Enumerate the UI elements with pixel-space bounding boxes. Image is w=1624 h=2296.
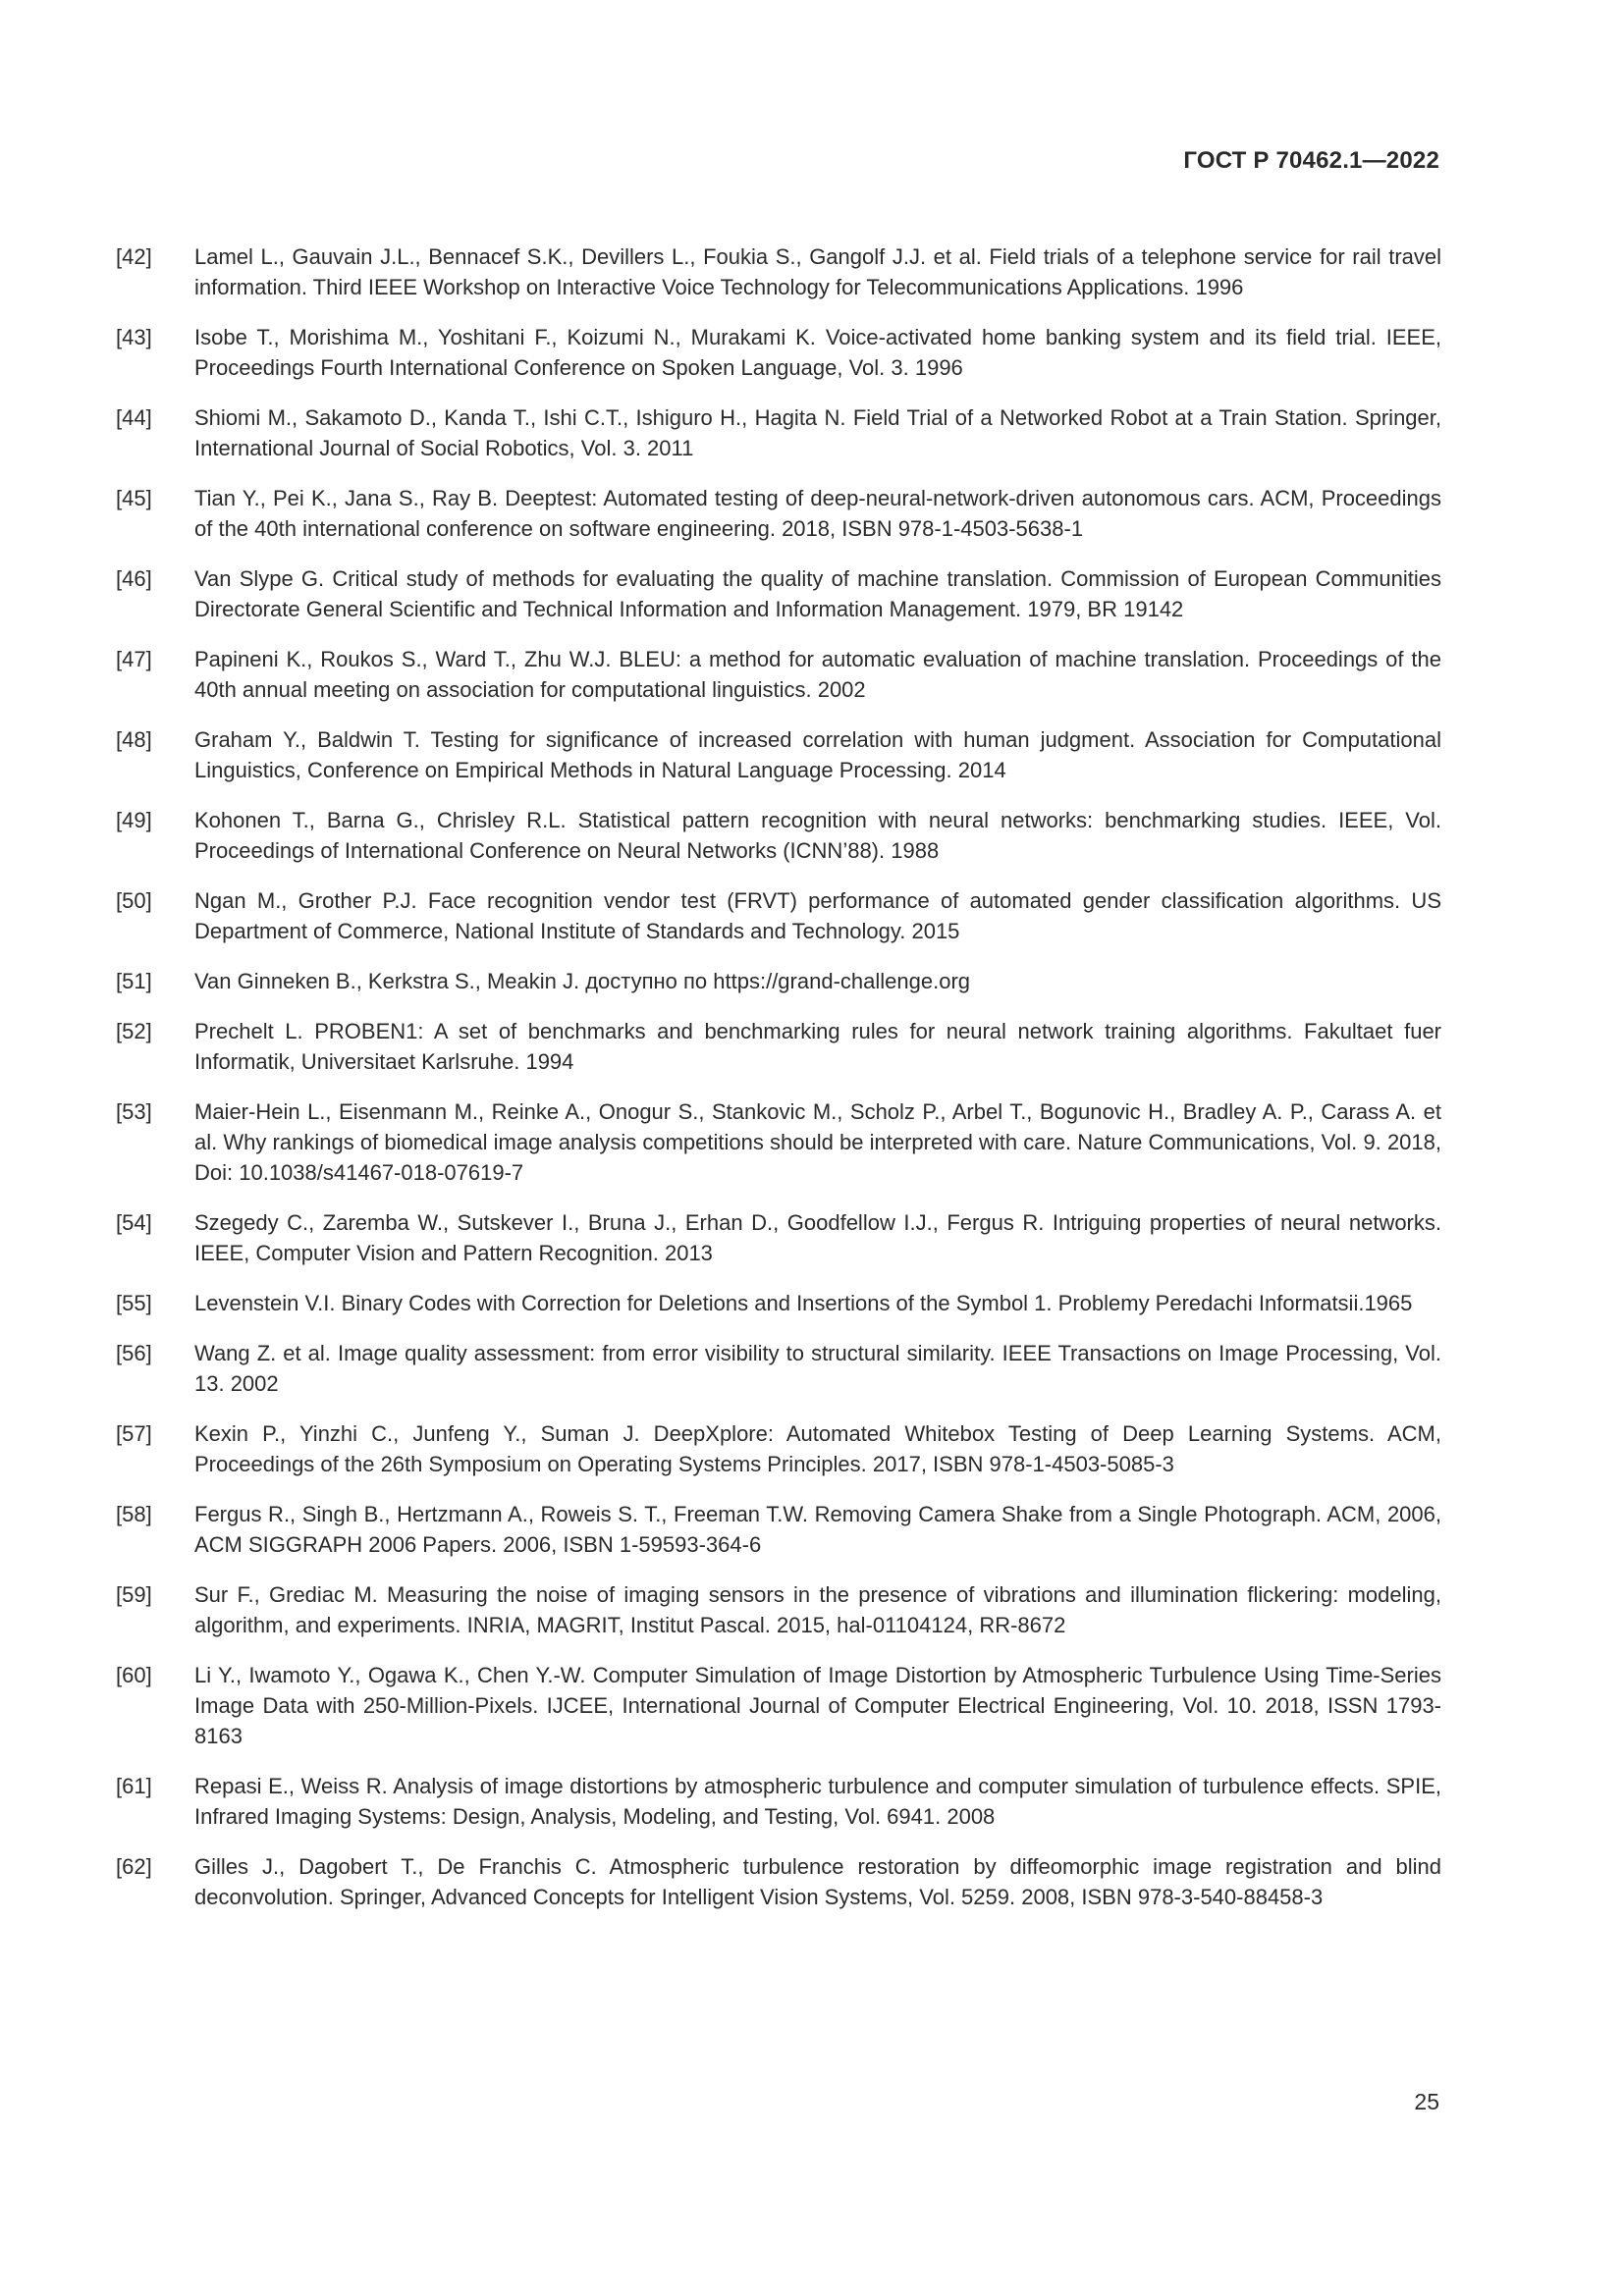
reference-item <box>116 1579 1441 1640</box>
reference-text: Tian Y., Pei K., Jana S., Ray B. Deeptest: Automated testing of deep-neural-network-driven autonomous cars. ACM, Proceedings of the 40th international conference on software engineering. 2018, ISBN 978-1-4503-5638-1 <box>194 486 1441 541</box>
reference-text: Kohonen T., Barna G., Chrisley R.L. Statistical pattern recognition with neural networks: benchmarking studies. IEEE, Vol. Proceedings of International Conference on Neural Networks (ICNN’88). 1988 <box>194 808 1441 863</box>
reference-item <box>116 885 1441 946</box>
reference-item <box>116 1499 1441 1560</box>
reference-item <box>116 1771 1441 1832</box>
reference-item <box>116 563 1441 624</box>
reference-text: Repasi E., Weiss R. Analysis of image distortions by atmospheric turbulence and computer simulation of turbulence effects. SPIE, Infrared Imaging Systems: Design, Analysis, Modeling, and Testing, Vol. 6941. 2008 <box>194 1774 1441 1829</box>
reference-number: [43] <box>116 325 152 349</box>
reference-item <box>116 1338 1441 1399</box>
reference-number: [50] <box>116 888 152 913</box>
reference-number: [51] <box>116 969 152 993</box>
reference-number: [58] <box>116 1502 152 1526</box>
reference-text: Levenstein V.I. Binary Codes with Correction for Deletions and Insertions of the Symbol 1. Problemy Peredachi Informatsii.1965 <box>194 1291 1413 1315</box>
reference-number: [48] <box>116 727 152 752</box>
reference-number: [62] <box>116 1854 152 1879</box>
reference-number: [46] <box>116 566 152 591</box>
reference-item <box>116 402 1441 463</box>
reference-item <box>116 322 1441 383</box>
reference-item <box>116 1418 1441 1479</box>
reference-number: [55] <box>116 1291 152 1315</box>
reference-text: Fergus R., Singh B., Hertzmann A., Roweis S. T., Freeman T.W. Removing Camera Shake from a Single Photograph. ACM, 2006, ACM SIGGRAPH 2006 Papers. 2006, ISBN 1-59593-364-6 <box>194 1502 1441 1557</box>
reference-item <box>116 1288 1441 1318</box>
reference-text: Isobe T., Morishima M., Yoshitani F., Koizumi N., Murakami K. Voice-activated home banking system and its field trial. IEEE, Proceedings Fourth International Conference on Spoken Language, Vol. 3. 1996 <box>194 325 1441 380</box>
reference-number: [57] <box>116 1421 152 1446</box>
reference-text: Li Y., Iwamoto Y., Ogawa K., Chen Y.-W. Computer Simulation of Image Distortion by Atmospheric Turbulence Using Time-Series Image Data with 250-Million-Pixels. IJCEE, International Journal of Computer Electrical Engineering, Vol. 10. 2018, ISSN 1793-8163 <box>194 1663 1441 1748</box>
reference-text: Ngan M., Grother P.J. Face recognition vendor test (FRVT) performance of automated gender classification algorithms. US Department of Commerce, National Institute of Standards and Technology. 2015 <box>194 888 1441 943</box>
reference-item <box>116 724 1441 785</box>
reference-item <box>116 966 1441 996</box>
reference-text: Prechelt L. PROBEN1: A set of benchmarks and benchmarking rules for neural network training algorithms. Fakultaet fuer Informatik, Universitaet Karlsruhe. 1994 <box>194 1019 1441 1074</box>
reference-text: Wang Z. et al. Image quality assessment: from error visibility to structural similarity. IEEE Transactions on Image Processing, Vol. 13. 2002 <box>194 1341 1441 1396</box>
reference-text: Van Slype G. Critical study of methods for evaluating the quality of machine translation. Commission of European Communities Directorate General Scientific and Technical Information and Information Management. 1979, BR 19142 <box>194 566 1441 621</box>
reference-text: Maier-Hein L., Eisenmann M., Reinke A., Onogur S., Stankovic M., Scholz P., Arbel T., Bogunovic H., Bradley A. P., Carass A. et al. Why rankings of biomedical image analysis competitions should be interpreted with care. Nature Communications, Vol. 9. 2018, Doi: 10.1038/s41467-018-07619-7 <box>194 1099 1441 1185</box>
reference-number: [42] <box>116 244 152 269</box>
reference-item <box>116 1851 1441 1912</box>
reference-text: Van Ginneken B., Kerkstra S., Meakin J. доступно по https://grand-challenge.org <box>194 969 971 993</box>
reference-number: [56] <box>116 1341 152 1365</box>
reference-number: [59] <box>116 1582 152 1607</box>
reference-text: Graham Y., Baldwin T. Testing for significance of increased correlation with human judgment. Association for Computational Linguistics, Conference on Empirical Methods in Natural Language Processing. 2014 <box>194 727 1441 782</box>
reference-text: Papineni K., Roukos S., Ward T., Zhu W.J. BLEU: a method for automatic evaluation of machine translation. Proceedings of the 40th annual meeting on association for computational linguistics. 2002 <box>194 647 1441 702</box>
page-number: 25 <box>1414 2089 1439 2114</box>
reference-number: [44] <box>116 405 152 430</box>
reference-number: [49] <box>116 808 152 832</box>
reference-number: [61] <box>116 1774 152 1798</box>
reference-number: [60] <box>116 1663 152 1687</box>
reference-text: Sur F., Grediac M. Measuring the noise of imaging sensors in the presence of vibrations and illumination flickering: modeling, algorithm, and experiments. INRIA, MAGRIT, Institut Pascal. 2015, hal-01104124, RR-8672 <box>194 1582 1441 1637</box>
reference-text: Lamel L., Gauvain J.L., Bennacef S.K., Devillers L., Foukia S., Gangolf J.J. et al. Field trials of a telephone service for rail travel information. Third IEEE Workshop on Interactive Voice Technology for Telecommunications Applications. 1996 <box>194 244 1441 299</box>
reference-item <box>116 1096 1441 1188</box>
reference-number: [47] <box>116 647 152 671</box>
reference-item <box>116 483 1441 544</box>
reference-text: Szegedy C., Zaremba W., Sutskever I., Bruna J., Erhan D., Goodfellow I.J., Fergus R. Intriguing properties of neural networks. IEEE, Computer Vision and Pattern Recognition. 2013 <box>194 1210 1441 1265</box>
reference-item <box>116 241 1441 302</box>
reference-item <box>116 1207 1441 1268</box>
reference-number: [52] <box>116 1019 152 1043</box>
reference-text: Gilles J., Dagobert T., De Franchis C. Atmospheric turbulence restoration by diffeomorphic image registration and blind deconvolution. Springer, Advanced Concepts for Intelligent Vision Systems, Vol. 5259. 2008, ISBN 978-3-540-88458-3 <box>194 1854 1441 1909</box>
reference-number: [45] <box>116 486 152 510</box>
bibliography-list <box>116 241 1441 1932</box>
reference-item <box>116 644 1441 705</box>
reference-text: Shiomi M., Sakamoto D., Kanda T., Ishi C.T., Ishiguro H., Hagita N. Field Trial of a Networked Robot at a Train Station. Springer, International Journal of Social Robotics, Vol. 3. 2011 <box>194 405 1441 460</box>
reference-number: [54] <box>116 1210 152 1235</box>
reference-item <box>116 805 1441 866</box>
reference-item <box>116 1660 1441 1751</box>
reference-text: Kexin P., Yinzhi C., Junfeng Y., Suman J. DeepXplore: Automated Whitebox Testing of Deep Learning Systems. ACM, Proceedings of the 26th Symposium on Operating Systems Principles. 2017, ISBN 978-1-4503-5085-3 <box>194 1421 1441 1476</box>
reference-number: [53] <box>116 1099 152 1124</box>
document-code-header: ГОСТ Р 70462.1—2022 <box>1183 147 1439 174</box>
reference-item <box>116 1016 1441 1077</box>
